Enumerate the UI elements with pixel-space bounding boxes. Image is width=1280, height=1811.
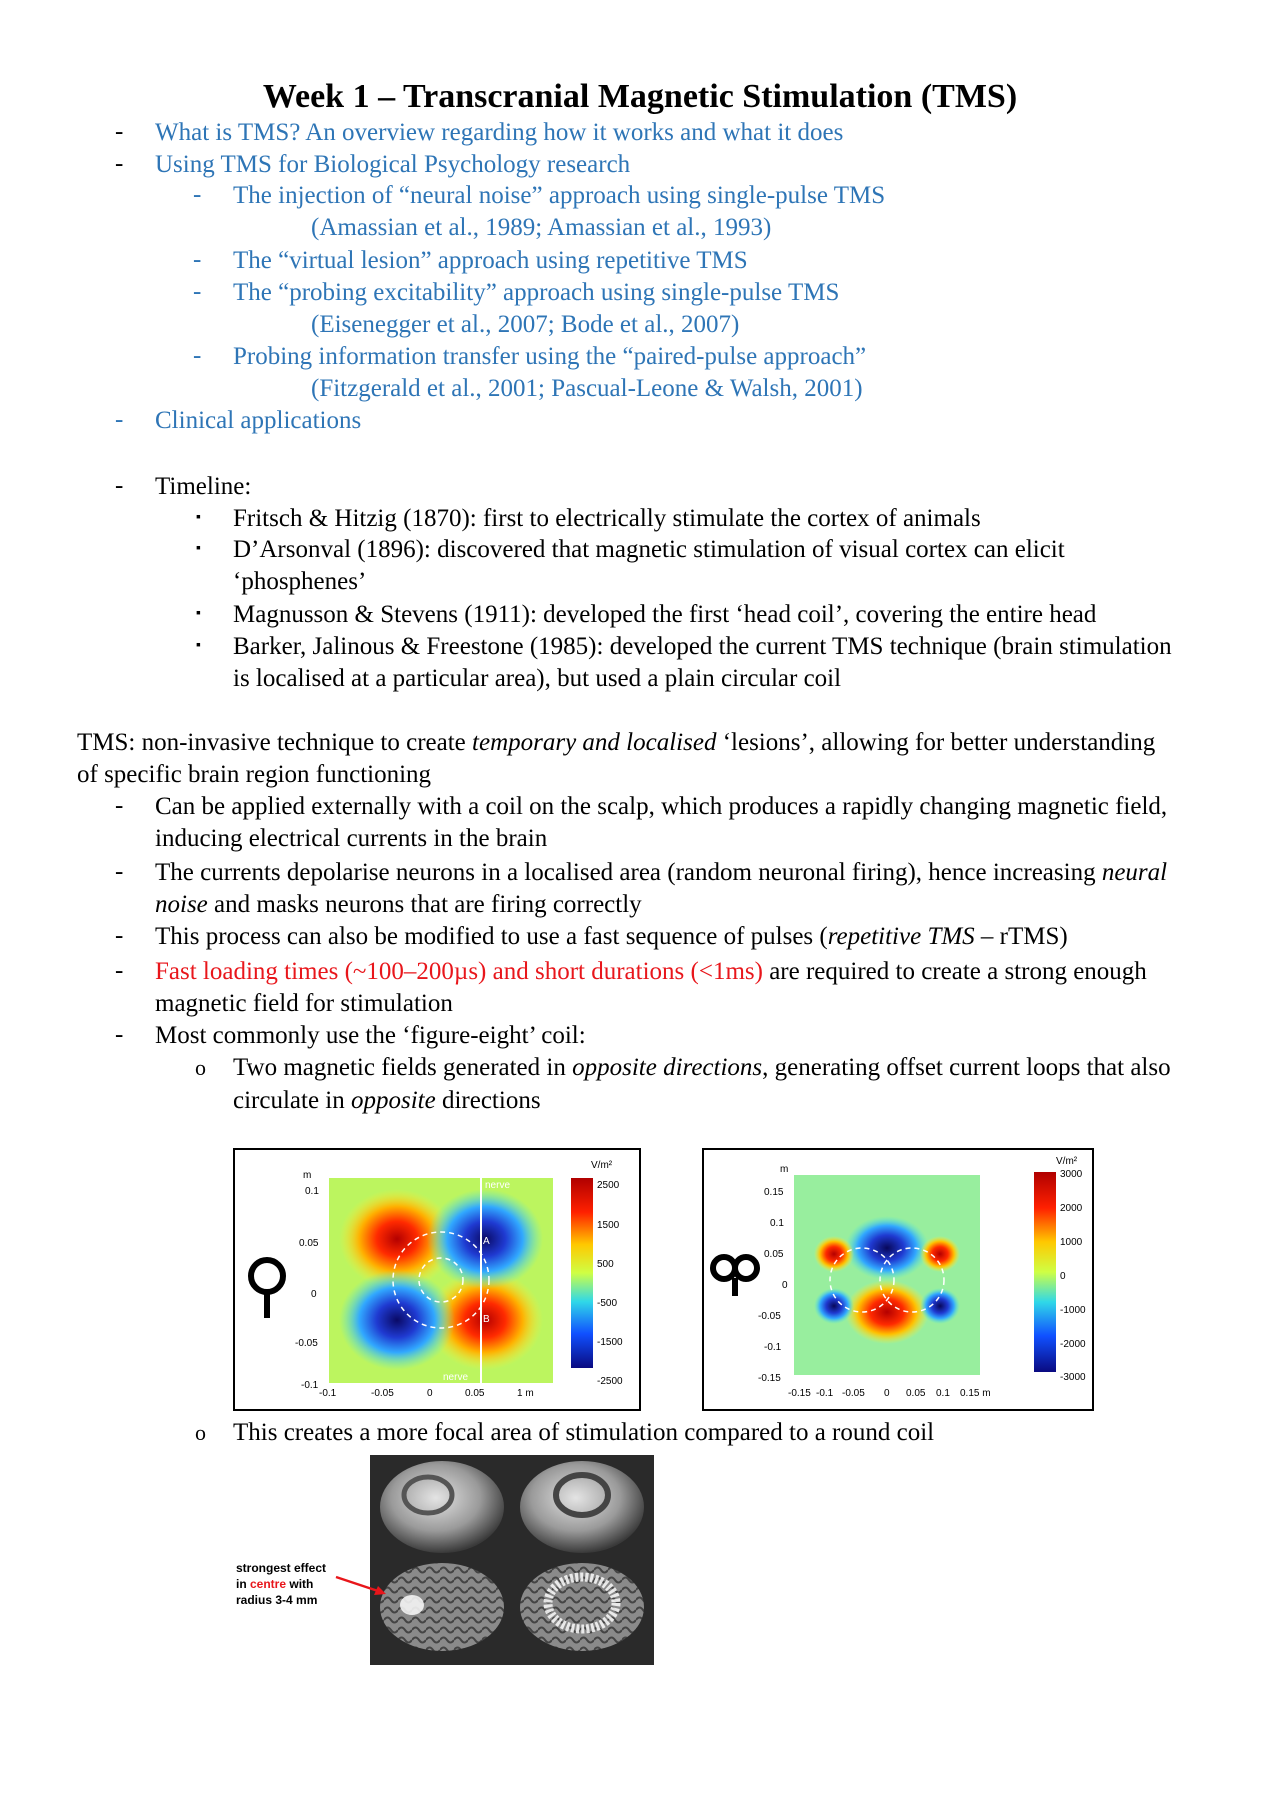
round-coil-icon: [251, 1260, 283, 1318]
timeline-item-2: Magnusson & Stevens (1911): developed the first ‘head coil’, covering the entire head: [233, 601, 1097, 628]
y-tick: -0.15: [758, 1373, 781, 1384]
point-2-cont: noise and masks neurons that are firing correctly: [155, 891, 642, 918]
scale-tick: -2000: [1060, 1339, 1086, 1350]
overview-item-2: The injection of “neural noise” approach using single-pulse TMS: [233, 182, 886, 209]
y-tick: 0: [782, 1280, 788, 1291]
overview-item-8: (Fitzgerald et al., 2001; Pascual-Leone & Walsh, 2001): [311, 375, 863, 402]
y-tick: 0.05: [764, 1249, 784, 1260]
dash: -: [115, 150, 124, 177]
x-tick: -0.05: [842, 1388, 865, 1399]
x-tick: 0.1: [936, 1388, 950, 1399]
point-2: The currents depolarise neurons in a localised area (random neuronal firing), hence increasing neural: [155, 859, 1168, 886]
x-tick: 1 m: [517, 1388, 534, 1399]
x-tick: 0: [884, 1388, 890, 1399]
unit-label: V/m²: [1056, 1156, 1078, 1167]
arrow-icon: [334, 1571, 394, 1601]
x-tick: 0.05: [906, 1388, 926, 1399]
x-tick: -0.1: [319, 1388, 337, 1399]
point-4: Fast loading times (~100–200µs) and short durations (<1ms) are required to create a strong enough: [155, 958, 1147, 985]
sub-point-1-cont: circulate in opposite directions: [233, 1087, 541, 1114]
overview-item-6: (Eisenegger et al., 2007; Bode et al., 2007): [311, 311, 740, 338]
y-tick: -0.1: [301, 1380, 319, 1391]
nerve-label-top: nerve: [485, 1180, 511, 1191]
sub-point-2: This creates a more focal area of stimulation compared to a round coil: [233, 1419, 935, 1446]
m-label: m: [780, 1164, 789, 1175]
unit-label: V/m²: [591, 1160, 613, 1171]
point-b-label: B: [483, 1314, 490, 1325]
x-tick: -0.15: [788, 1388, 811, 1399]
timeline-item-1: D’Arsonval (1896): discovered that magnetic stimulation of visual cortex can elicit: [233, 536, 1065, 563]
timeline-item-1-cont: ‘phosphenes’: [233, 568, 367, 595]
point-1-cont: inducing electrical currents in the brain: [155, 825, 548, 852]
definition-line-2: of specific brain region functioning: [77, 761, 432, 788]
nerve-label-bottom: nerve: [443, 1372, 469, 1383]
dash: -: [115, 792, 124, 819]
y-tick: -0.1: [764, 1342, 782, 1353]
timeline-item-0: Fritsch & Hitzig (1870): first to electrically stimulate the cortex of animals: [233, 505, 981, 532]
overview-item-3: (Amassian et al., 1989; Amassian et al., 1993): [311, 214, 772, 241]
scale-tick: -500: [597, 1298, 618, 1309]
scale-tick: 2000: [1060, 1203, 1083, 1214]
point-a-label: A: [483, 1236, 490, 1247]
bullet: ▪: [196, 510, 201, 525]
sub-point-1: Two magnetic fields generated in opposite directions, generating offset current loops that also: [233, 1054, 1171, 1081]
dash: -: [115, 472, 124, 499]
bullet: ▪: [196, 638, 201, 653]
x-tick: 0.05: [465, 1388, 485, 1399]
scale-tick: -1500: [597, 1337, 623, 1348]
y-tick: -0.05: [758, 1311, 781, 1322]
dash: -: [115, 858, 124, 885]
timeline-label: Timeline:: [155, 473, 252, 500]
overview-item-4: The “virtual lesion” approach using repetitive TMS: [233, 247, 748, 274]
brain-callout: strongest effect in centre with radius 3-4 mm: [236, 1561, 327, 1607]
scale-tick: -1000: [1060, 1305, 1086, 1316]
circle-bullet: o: [195, 1420, 206, 1445]
overview-item-0: What is TMS? An overview regarding how it works and what it does: [155, 119, 844, 146]
point-5: Most commonly use the ‘figure-eight’ coil:: [155, 1022, 586, 1049]
bullet: ▪: [196, 541, 201, 556]
figure-eight-coil-icon: [713, 1257, 757, 1296]
round-coil-field-figure: [233, 1148, 641, 1411]
dash: -: [115, 957, 124, 984]
x-tick: 0: [427, 1388, 433, 1399]
y-tick: 0.1: [305, 1186, 319, 1197]
y-tick: 0.05: [299, 1238, 319, 1249]
scale-tick: 2500: [597, 1180, 620, 1191]
timeline-item-3-cont: is localised at a particular area), but used a plain circular coil: [233, 665, 842, 692]
dash: -: [193, 278, 202, 305]
figure-eight-coil-field-figure: [702, 1148, 1094, 1411]
overview-item-5: The “probing excitability” approach using single-pulse TMS: [233, 279, 840, 306]
dash: -: [193, 246, 202, 273]
circle-bullet: o: [195, 1055, 206, 1080]
dash: -: [115, 922, 124, 949]
page-title: Week 1 – Transcranial Magnetic Stimulation (TMS): [262, 78, 1018, 115]
y-tick: 0.15: [764, 1187, 784, 1198]
timeline-item-3: Barker, Jalinous & Freestone (1985): developed the current TMS technique (brain stimulation: [233, 633, 1172, 660]
overview-item-9: Clinical applications: [155, 407, 362, 434]
head-brain-stimulation-image: [370, 1455, 654, 1665]
point-4-cont: magnetic field for stimulation: [155, 990, 453, 1017]
bullet: ▪: [196, 606, 201, 621]
scale-tick: 1000: [1060, 1237, 1083, 1248]
dash: -: [115, 118, 124, 145]
scale-tick: 0: [1060, 1271, 1066, 1282]
y-tick: 0: [311, 1289, 317, 1300]
definition-line-1: TMS: non-invasive technique to create temporary and localised ‘lesions’, allowing for better understanding: [77, 729, 1156, 756]
m-label: m: [303, 1170, 312, 1181]
scale-tick: -3000: [1060, 1372, 1086, 1383]
scale-tick: 500: [597, 1259, 614, 1270]
point-1: Can be applied externally with a coil on the scalp, which produces a rapidly changing magnetic field,: [155, 793, 1168, 820]
overview-item-1: Using TMS for Biological Psychology research: [155, 151, 631, 178]
scale-tick: -2500: [597, 1376, 623, 1387]
scale-tick: 3000: [1060, 1169, 1083, 1180]
scale-tick: 1500: [597, 1220, 620, 1231]
x-tick: 0.15 m: [960, 1388, 991, 1399]
x-tick: -0.05: [371, 1388, 394, 1399]
y-tick: 0.1: [770, 1218, 784, 1229]
x-tick: -0.1: [816, 1388, 834, 1399]
point-3: This process can also be modified to use a fast sequence of pulses (repetitive TMS – rTMS): [155, 923, 1068, 950]
dash: -: [193, 342, 202, 369]
overview-item-7: Probing information transfer using the “paired-pulse approach”: [233, 343, 867, 370]
dash: -: [193, 181, 202, 208]
dash: -: [115, 406, 124, 433]
y-tick: -0.05: [295, 1338, 318, 1349]
dash: -: [115, 1021, 124, 1048]
